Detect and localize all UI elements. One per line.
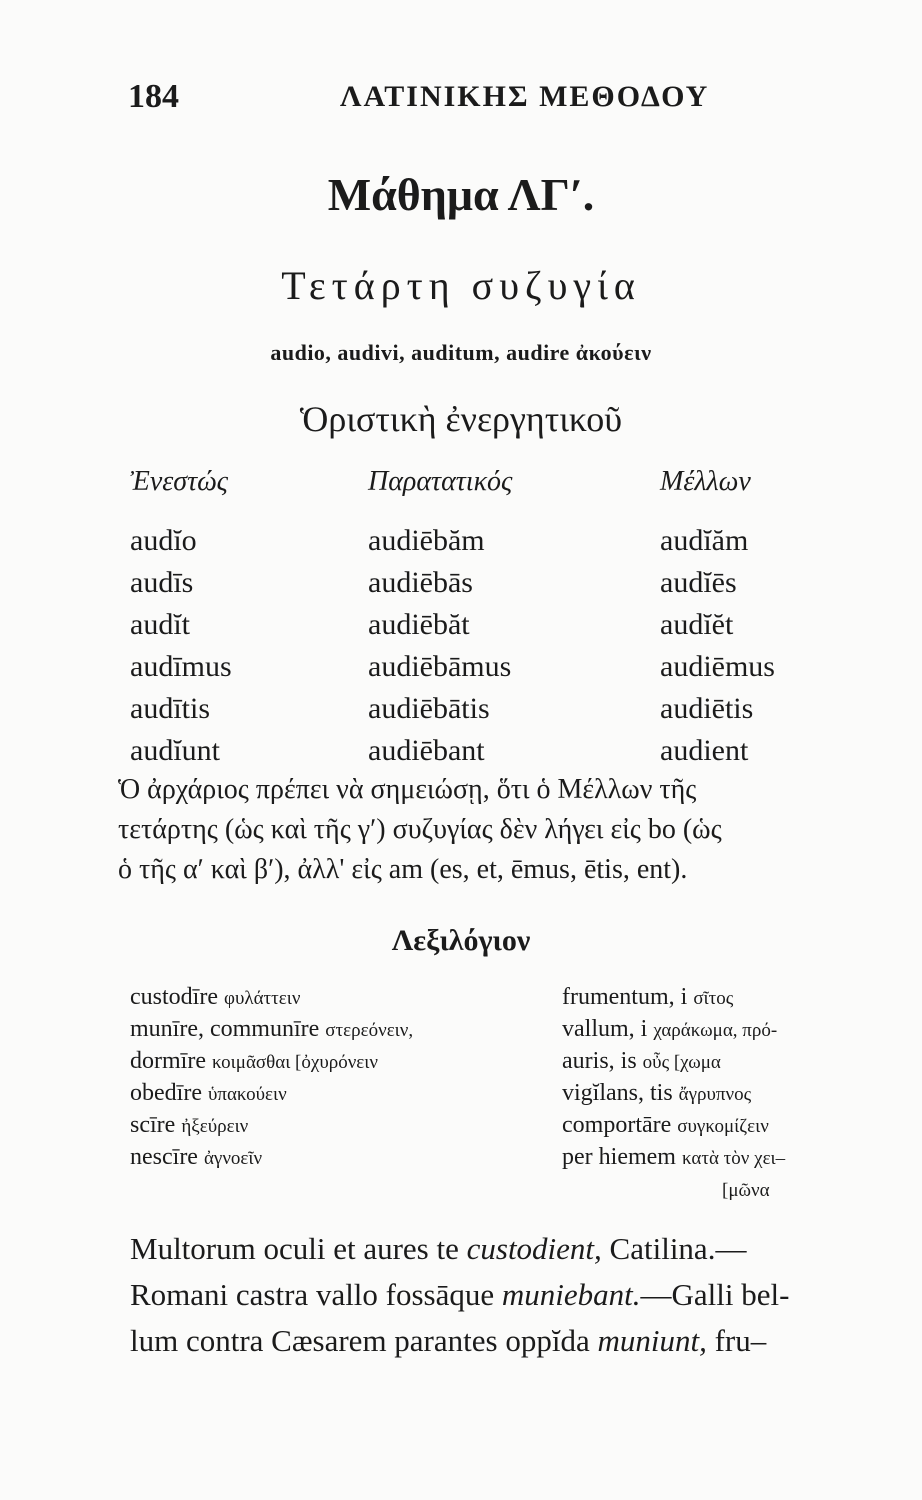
greek-gloss: σῖτος <box>693 988 734 1009</box>
present-form: audīmus <box>130 650 232 683</box>
note-line: ὁ τῆς αʹ καὶ βʹ), ἀλλ' εἰς am (es, et, ēmus, ētis, ent). <box>118 854 688 885</box>
greek-gloss: [μῶνα <box>722 1180 770 1201</box>
lexicon-entry-continuation <box>562 1174 785 1206</box>
greek-gloss: ὑπακούειν <box>207 1084 287 1105</box>
latin-word: comportāre <box>562 1112 672 1138</box>
latin-word: nescīre <box>130 1144 198 1170</box>
latin-word: vigĭlans, tis <box>562 1080 673 1106</box>
future-column <box>660 520 775 772</box>
lexicon-entry <box>562 1014 785 1046</box>
lesson-title: Μάθημα ΛΓʹ. <box>327 169 595 220</box>
prose-emphasis: muniebant. <box>501 1277 641 1312</box>
prose-text: —Galli bel- <box>640 1277 790 1312</box>
imperfect-column <box>368 520 511 772</box>
greek-gloss: φυλάττειν <box>223 988 301 1009</box>
future-form: audiēmus <box>660 650 775 683</box>
imperfect-form: audiēbās <box>368 566 473 599</box>
lexicon-entry <box>562 1110 785 1142</box>
prose-text: fru– <box>706 1323 767 1358</box>
present-form: audītis <box>130 692 210 725</box>
note-line: Ὁ ἀρχάριος πρέπει νὰ σημειώσῃ, ὅτι ὁ Μέλλων τῆς <box>118 774 697 805</box>
latin-word: custodīre <box>130 984 218 1010</box>
mood-heading: Ὁριστικὴ ἐνεργητικοῦ <box>299 399 623 439</box>
header-present: Ἐνεστώς <box>130 466 229 497</box>
latin-word: scīre <box>130 1112 176 1138</box>
future-form: audĭĕt <box>660 608 734 641</box>
prose-text: lum contra Cæsarem parantes oppĭda <box>130 1323 598 1358</box>
imperfect-form: audiēbăm <box>368 524 485 557</box>
header-future: Μέλλων <box>660 466 751 497</box>
exercise-text <box>130 1226 870 1364</box>
prose-emphasis: custodient, <box>466 1231 602 1266</box>
principal-parts: audio, audivi, auditum, audire ἀκούειν <box>270 340 652 365</box>
lexicon-entry <box>130 1142 413 1174</box>
prose-line <box>130 1318 870 1364</box>
lexicon-entry <box>562 982 785 1014</box>
present-form: audīs <box>130 566 194 599</box>
imperfect-form: audiēbăt <box>368 608 470 641</box>
greek-gloss: χαράκωμα, πρό- <box>653 1020 778 1041</box>
prose-line <box>130 1272 870 1318</box>
latin-word: per hiemem <box>562 1144 676 1170</box>
lexicon-entry <box>130 1014 413 1046</box>
lexicon-entry <box>562 1078 785 1110</box>
present-form: audĭo <box>130 524 197 557</box>
greek-gloss: κατὰ τὸν χει– <box>681 1148 786 1169</box>
present-form: audĭunt <box>130 734 220 767</box>
greek-gloss: στερεόνειν, <box>325 1020 414 1041</box>
subtitle: Τετάρτη συζυγία <box>281 263 641 308</box>
lexicon-entry <box>562 1046 785 1078</box>
page-number: 184 <box>128 78 179 115</box>
lexicon-entry <box>130 982 413 1014</box>
lexicon-entry <box>562 1142 785 1174</box>
future-form: audĭăm <box>660 524 749 557</box>
prose-text: Multorum oculi et aures te <box>130 1231 467 1266</box>
lexicon-left-column <box>130 982 413 1174</box>
lexicon-entry <box>130 1110 413 1142</box>
lexicon-entry <box>130 1078 413 1110</box>
greek-gloss: ἠξεύρειν <box>181 1116 249 1137</box>
greek-gloss: κοιμᾶσθαι [ὀχυρόνειν <box>211 1052 378 1073</box>
greek-gloss: ἀγνοεῖν <box>203 1148 263 1169</box>
present-column <box>130 520 232 772</box>
latin-word: vallum, i <box>562 1016 648 1042</box>
lexicon-entry <box>130 1046 413 1078</box>
latin-word: frumentum, i <box>562 984 688 1010</box>
lexicon-right-column <box>562 982 785 1206</box>
note-paragraph <box>118 770 878 890</box>
imperfect-form: audiēbātis <box>368 692 490 725</box>
latin-word: obedīre <box>130 1080 202 1106</box>
future-form: audiētis <box>660 692 754 725</box>
future-form: audĭēs <box>660 566 737 599</box>
future-form: audient <box>660 734 749 767</box>
prose-emphasis: muniunt, <box>597 1323 707 1358</box>
present-form: audĭt <box>130 608 190 641</box>
prose-text: Romani castra vallo fossāque <box>130 1277 502 1312</box>
imperfect-form: audiēbāmus <box>368 650 512 683</box>
prose-line <box>130 1226 870 1272</box>
lexicon-title: Λεξιλόγιον <box>391 924 531 957</box>
greek-gloss: ἄγρυπνος <box>678 1084 752 1105</box>
latin-word: dormīre <box>130 1048 206 1074</box>
note-line: τετάρτης (ὡς καὶ τῆς γʹ) συζυγίας δὲν λήγει εἰς bo (ὡς <box>118 814 722 845</box>
imperfect-form: audiēbant <box>368 734 485 767</box>
latin-word: auris, is <box>562 1048 637 1074</box>
header-imperfect: Παρατατικός <box>368 466 513 497</box>
latin-word: munīre, communīre <box>130 1016 320 1042</box>
prose-text: Catilina.— <box>601 1231 747 1266</box>
greek-gloss: συγκομίζειν <box>677 1116 769 1137</box>
running-title: ΛΑΤΙΝΙΚΗΣ ΜΕΘΟΔΟΥ <box>340 80 710 113</box>
greek-gloss: οὖς [χωμα <box>642 1052 721 1073</box>
